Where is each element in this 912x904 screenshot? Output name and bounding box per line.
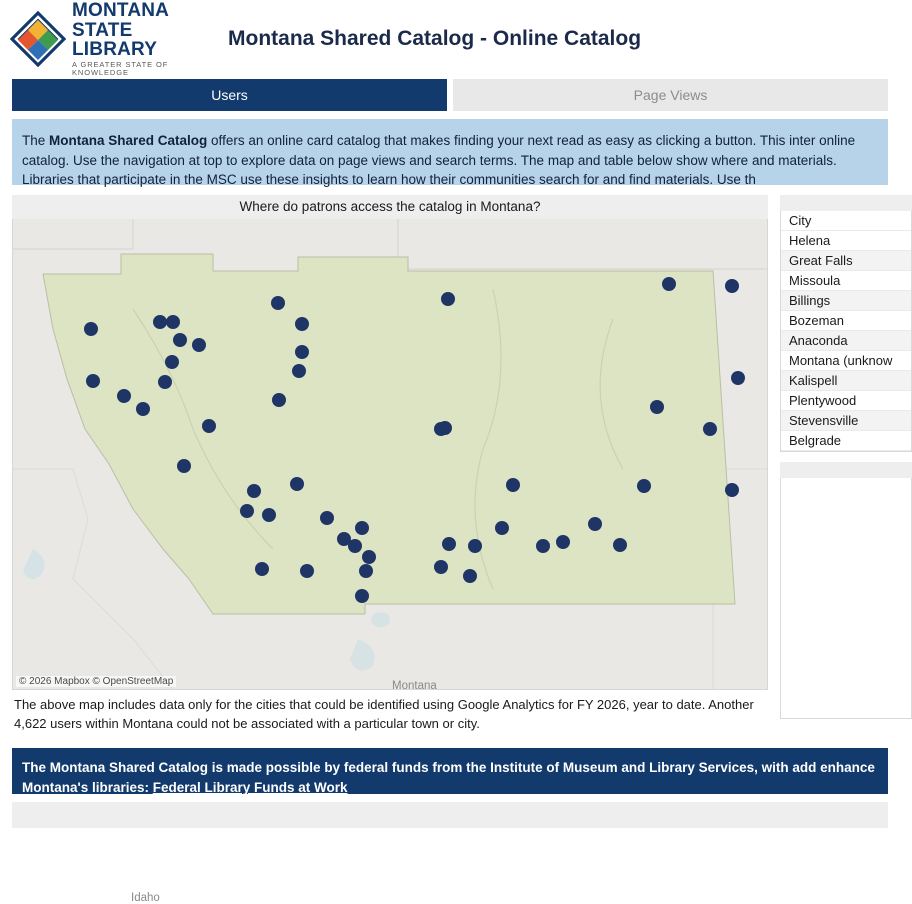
- tab-users[interactable]: Users: [12, 79, 447, 111]
- table-row[interactable]: Billings: [781, 291, 911, 311]
- app-header: [0, 0, 900, 79]
- secondary-panel-header-bar: [780, 462, 912, 478]
- table-row[interactable]: Belgrade: [781, 431, 911, 451]
- page-title: Montana Shared Catalog - Online Catalog: [228, 27, 642, 50]
- map-state-label: Montana: [392, 680, 437, 692]
- map-canvas: [13, 219, 767, 689]
- logo-line-2: STATE LIBRARY: [72, 19, 158, 61]
- intro-bold-term: Montana Shared Catalog: [49, 133, 208, 148]
- funding-footer-line2: enhance Montana's libraries:: [22, 759, 875, 795]
- bottom-strip: [12, 802, 888, 828]
- logo-tagline: A GREATER STATE OF KNOWLEDGE: [72, 60, 169, 78]
- secondary-panel-body[interactable]: [780, 478, 912, 719]
- intro-text-2: offers an online card catalog that makes finding your next read as easy as clicking a button. This inter: [207, 133, 816, 148]
- intro-text-1: The: [22, 133, 50, 148]
- table-row[interactable]: Bozeman: [781, 311, 911, 331]
- intro-description: [12, 119, 888, 188]
- city-table[interactable]: [780, 211, 912, 452]
- logo-line-1: MONTANA: [72, 0, 170, 22]
- table-row[interactable]: Great Falls: [781, 251, 911, 271]
- funding-footer-line1: The Montana Shared Catalog is made possible by federal funds from the Institute of Museum and Library Services, with add: [22, 759, 817, 775]
- table-row[interactable]: Missoula: [781, 271, 911, 291]
- map-attribution: © 2026 Mapbox © OpenStreetMap: [16, 676, 176, 687]
- table-row[interactable]: Anaconda: [781, 331, 911, 351]
- city-table-header-bar: [780, 195, 912, 211]
- map-title: Where do patrons access the catalog in Montana?: [12, 195, 768, 219]
- logo-wordmark: [66, 1, 212, 76]
- table-row[interactable]: Stevensville: [781, 411, 911, 431]
- intro-text-3: online catalog. Use the navigation at top to explore data on page views and search terms. The map and table below show where and: [22, 133, 856, 168]
- city-table-column-header: City: [781, 211, 911, 231]
- map-footnote-line1: The above map includes data only for the cities that could be identified using Google Analytics for FY 2026, year: [14, 697, 659, 712]
- funding-footer: [12, 748, 888, 794]
- city-column: [780, 195, 912, 734]
- table-row[interactable]: Kalispell: [781, 371, 911, 391]
- tab-page-views[interactable]: Page Views: [453, 79, 888, 111]
- montana-state-library-logo: [0, 0, 212, 78]
- table-row[interactable]: Helena: [781, 231, 911, 251]
- federal-library-funds-link[interactable]: Federal Library Funds at Work: [152, 779, 348, 795]
- logo-diamond-icon: [10, 11, 66, 67]
- map-footnote-line2: to date. Another 4,622 users within Montana could not be associated with a particular town or city.: [14, 697, 754, 731]
- map-neighbor-label: Idaho: [131, 892, 160, 904]
- tab-bar: [0, 79, 900, 111]
- table-row[interactable]: Montana (unknow: [781, 351, 911, 371]
- table-row[interactable]: Plentywood: [781, 391, 911, 411]
- intro-text-4: materials. Libraries that participate in the MSC use these insights to learn how their communities search for and find materials. Use th: [22, 152, 837, 188]
- map-footnote: [12, 690, 764, 734]
